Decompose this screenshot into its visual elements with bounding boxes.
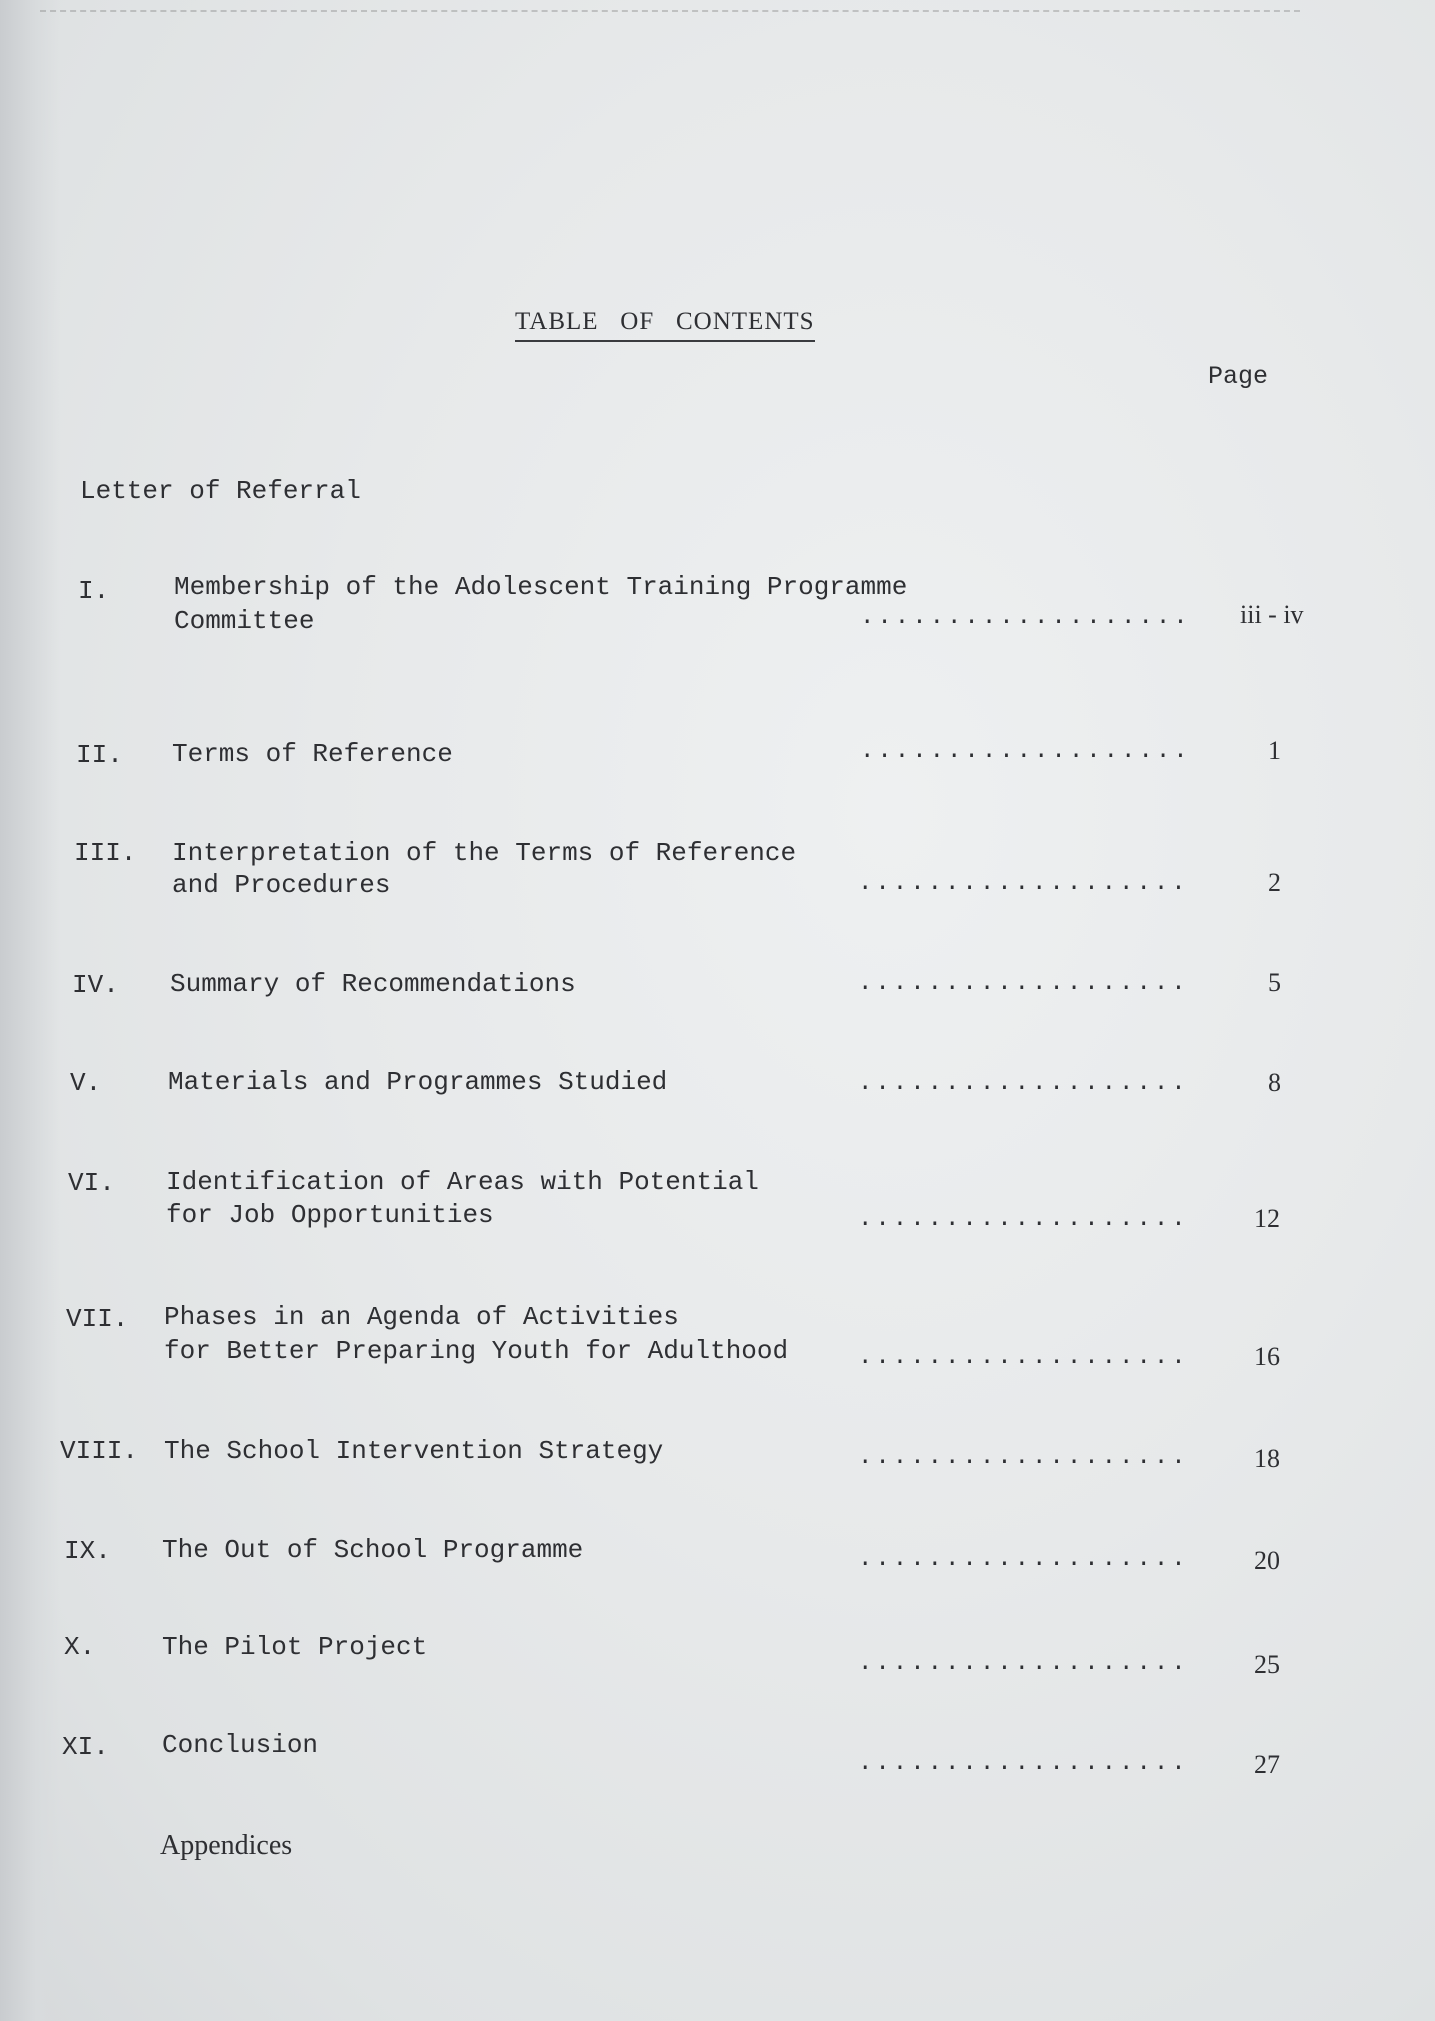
entry-page: 8 [1268, 1068, 1281, 1097]
page-column-label: Page [1208, 362, 1269, 391]
entry-page: 1 [1268, 736, 1281, 765]
entry-number: IV. [72, 970, 119, 1000]
entry-title-cont: for Better Preparing Youth for Adulthood [164, 1336, 789, 1366]
entry-page: 12 [1254, 1204, 1280, 1233]
entry-page: 27 [1254, 1750, 1280, 1779]
entry-page: 20 [1254, 1546, 1280, 1575]
entry-title: Conclusion [162, 1730, 319, 1760]
appendices-label: Appendices [160, 1830, 293, 1861]
entry-page: iii - iv [1240, 600, 1304, 629]
entry-number: V. [70, 1068, 102, 1098]
entry-number: IX. [64, 1536, 111, 1566]
letter-of-referral: Letter of Referral [80, 476, 361, 506]
dot-leader: ................... [858, 970, 1189, 997]
dot-leader: ................... [858, 1650, 1189, 1677]
toc-title: TABLE OF CONTENTS [515, 308, 815, 342]
entry-page: 16 [1254, 1342, 1280, 1371]
dot-leader: ................... [858, 1750, 1189, 1777]
entry-title: Phases in an Agenda of Activities [164, 1302, 679, 1332]
entry-title-cont: for Job Opportunities [166, 1200, 494, 1230]
dot-leader: ................... [858, 1070, 1189, 1097]
entry-number: XI. [62, 1732, 109, 1762]
entry-number: II. [76, 740, 123, 770]
entry-title-cont: and Procedures [172, 870, 391, 900]
dot-leader: ................... [860, 738, 1191, 765]
entry-title: The Out of School Programme [162, 1535, 584, 1565]
entry-title: Terms of Reference [172, 739, 453, 769]
entry-number: III. [74, 838, 137, 868]
entry-title: Interpretation of the Terms of Reference [172, 838, 797, 868]
entry-title: The Pilot Project [162, 1632, 428, 1662]
dot-leader: ................... [860, 604, 1191, 631]
entry-number: X. [64, 1632, 96, 1662]
dot-leader: ................... [858, 1444, 1189, 1471]
entry-number: VI. [68, 1168, 115, 1198]
entry-page: 2 [1268, 868, 1281, 897]
entry-page: 5 [1268, 968, 1281, 997]
entry-page: 18 [1254, 1444, 1280, 1473]
entry-title-cont: Committee [174, 606, 315, 636]
dot-leader: ................... [858, 1546, 1189, 1573]
entry-title: The School Intervention Strategy [164, 1436, 664, 1466]
entry-number: VIII. [60, 1436, 139, 1466]
entry-number: VII. [66, 1304, 129, 1334]
entry-title: Membership of the Adolescent Training Programme [174, 572, 908, 602]
entry-title: Summary of Recommendations [170, 969, 576, 999]
dot-leader: ................... [858, 1344, 1189, 1371]
page-shadow [0, 0, 60, 2021]
page-top-edge [40, 10, 1300, 14]
entry-title: Materials and Programmes Studied [168, 1067, 668, 1097]
entry-title: Identification of Areas with Potential [166, 1167, 759, 1197]
dot-leader: ................... [858, 1206, 1189, 1233]
entry-number: I. [78, 576, 110, 606]
dot-leader: ................... [858, 870, 1189, 897]
entry-page: 25 [1254, 1650, 1280, 1679]
